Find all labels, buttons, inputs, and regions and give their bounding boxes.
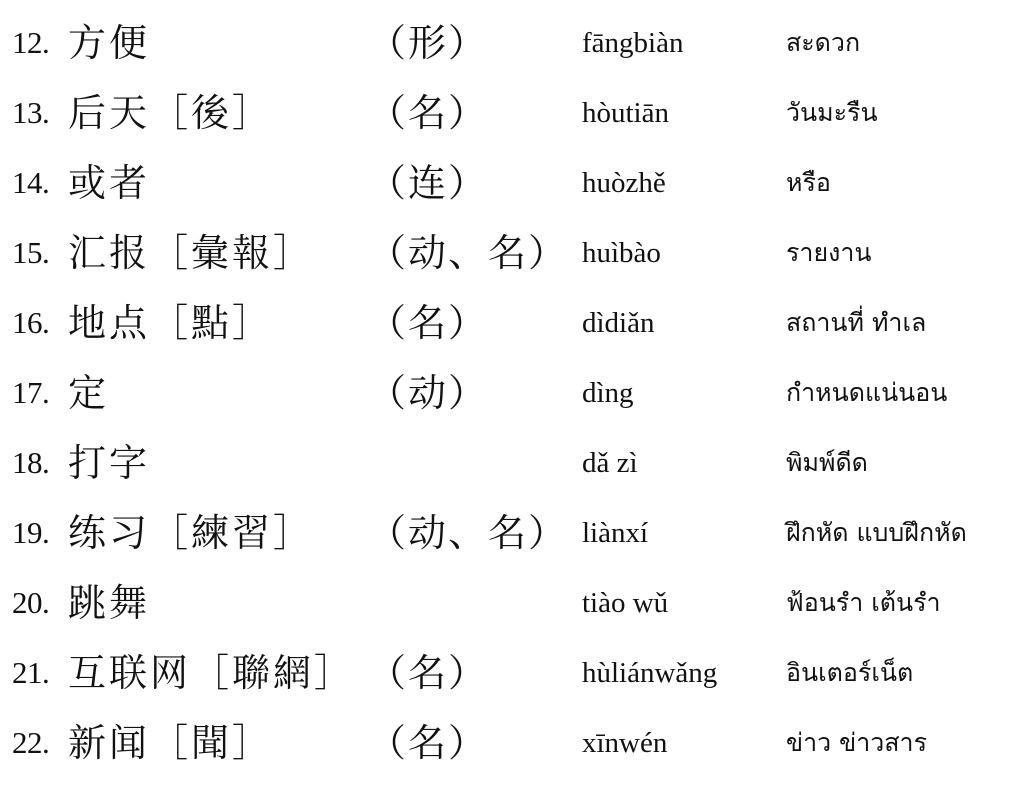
- chinese-word: [68, 358, 109, 428]
- simplified-word: 方便: [68, 21, 151, 65]
- entry-number: 17.: [12, 375, 50, 410]
- pinyin: dìng: [582, 377, 634, 409]
- pinyin: liànxí: [582, 517, 649, 549]
- simplified-word: 定: [68, 371, 110, 415]
- vocab-row-17: [0, 358, 1024, 428]
- chinese-word: [68, 708, 273, 778]
- entry-number: 19.: [12, 515, 50, 550]
- thai-meaning: รายงาน: [786, 238, 872, 267]
- simplified-word: 后天: [68, 91, 151, 135]
- thai-meaning: อินเตอร์เน็ต: [786, 658, 914, 687]
- simplified-word: 或者: [68, 161, 151, 205]
- entry-number: 13.: [12, 95, 50, 130]
- part-of-speech: （动）: [368, 371, 489, 415]
- simplified-word: 新闻: [68, 721, 151, 765]
- chinese-word: [68, 218, 314, 288]
- simplified-word: 汇报: [68, 231, 151, 275]
- entry-number: 15.: [12, 235, 50, 270]
- vocab-row-15: [0, 218, 1024, 288]
- pinyin: fāngbiàn: [582, 27, 684, 59]
- simplified-word: 互联网: [68, 651, 192, 695]
- chinese-word: [68, 148, 150, 218]
- pinyin: hùliánwǎng: [582, 657, 718, 689]
- thai-meaning: ฝึกหัด แบบฝึกหัด: [786, 518, 967, 547]
- entry-number: 21.: [12, 655, 50, 690]
- chinese-word: [68, 8, 150, 78]
- thai-meaning: ฟ้อนรำ เต้นรำ: [786, 588, 941, 617]
- chinese-word: [68, 568, 150, 638]
- thai-meaning: สถานที่ ทำเล: [786, 308, 927, 337]
- entry-number: 22.: [12, 725, 50, 760]
- thai-meaning: พิมพ์ดีด: [786, 448, 868, 477]
- entry-number: 20.: [12, 585, 50, 620]
- part-of-speech: （动、名）: [368, 511, 569, 555]
- traditional-form: ［聞］: [150, 721, 274, 765]
- vocab-row-20: [0, 568, 1024, 638]
- simplified-word: 练习: [68, 511, 151, 555]
- pinyin: huòzhě: [582, 167, 666, 199]
- chinese-word: [68, 428, 150, 498]
- traditional-form: ［練習］: [150, 511, 315, 555]
- entry-number: 12.: [12, 25, 50, 60]
- part-of-speech: （名）: [368, 721, 489, 765]
- part-of-speech: （名）: [368, 91, 489, 135]
- pinyin: xīnwén: [582, 727, 668, 759]
- vocab-row-22: [0, 708, 1024, 778]
- thai-meaning: กำหนดแน่นอน: [786, 378, 948, 407]
- vocab-row-12: [0, 8, 1024, 78]
- chinese-word: [68, 638, 355, 708]
- vocab-row-14: [0, 148, 1024, 218]
- vocab-row-18: [0, 428, 1024, 498]
- part-of-speech: （形）: [368, 21, 489, 65]
- chinese-word: [68, 78, 273, 148]
- traditional-form: ［後］: [150, 91, 274, 135]
- pinyin: hòutiān: [582, 97, 669, 129]
- entry-number: 18.: [12, 445, 50, 480]
- thai-meaning: ข่าว ข่าวสาร: [786, 728, 928, 757]
- part-of-speech: （动、名）: [368, 231, 569, 275]
- chinese-word: [68, 498, 314, 568]
- thai-meaning: วันมะรืน: [786, 98, 878, 127]
- traditional-form: ［點］: [150, 301, 274, 345]
- pinyin: dǎ zì: [582, 447, 638, 479]
- part-of-speech: （名）: [368, 301, 489, 345]
- pinyin: tiào wǔ: [582, 587, 669, 619]
- simplified-word: 地点: [68, 301, 151, 345]
- pinyin: huìbào: [582, 237, 661, 269]
- part-of-speech: （名）: [368, 651, 489, 695]
- vocab-row-21: [0, 638, 1024, 708]
- vocab-row-13: [0, 78, 1024, 148]
- thai-meaning: สะดวก: [786, 28, 861, 57]
- vocab-row-16: [0, 288, 1024, 358]
- entry-number: 16.: [12, 305, 50, 340]
- traditional-form: ［聯網］: [191, 651, 356, 695]
- pinyin: dìdiǎn: [582, 307, 655, 339]
- thai-meaning: หรือ: [786, 168, 831, 197]
- entry-number: 14.: [12, 165, 50, 200]
- vocab-row-19: [0, 498, 1024, 568]
- chinese-word: [68, 288, 273, 358]
- part-of-speech: （连）: [368, 161, 489, 205]
- simplified-word: 打字: [68, 441, 151, 485]
- traditional-form: ［彙報］: [150, 231, 315, 275]
- simplified-word: 跳舞: [68, 581, 151, 625]
- vocabulary-list: [0, 8, 1024, 778]
